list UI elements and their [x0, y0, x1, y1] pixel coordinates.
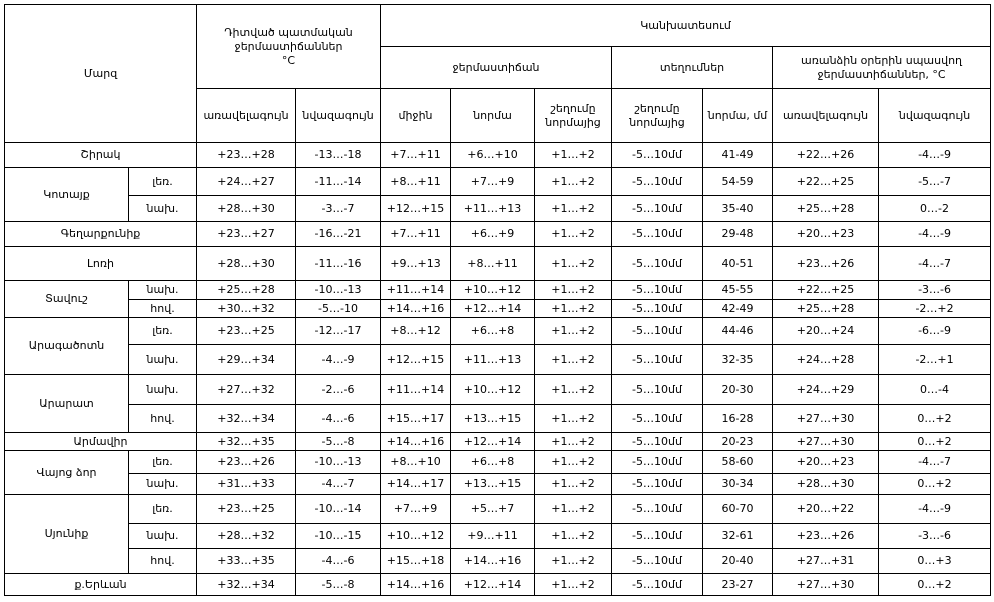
avg-cell: +14…+17: [381, 474, 451, 495]
avg-cell: +12…+15: [381, 196, 451, 222]
exp-min-cell: -2…+2: [879, 300, 991, 318]
subregion-cell: նախ.: [129, 524, 197, 549]
deviation-cell: +1…+2: [535, 495, 612, 524]
hist-max-cell: +32…+34: [197, 574, 296, 596]
deviation-cell: +1…+2: [535, 247, 612, 281]
hist-max-cell: +28…+32: [197, 524, 296, 549]
precip-deviation-cell: -5…10մմ: [612, 222, 703, 247]
table-row: [5, 222, 991, 247]
norm-cell: +6…+9: [451, 222, 535, 247]
precip-norm-cell: 60-70: [703, 495, 773, 524]
exp-max-cell: +20…+23: [773, 451, 879, 474]
avg-cell: +10…+12: [381, 524, 451, 549]
precip-norm-cell: 35-40: [703, 196, 773, 222]
hist-min-cell: -10…-15: [296, 524, 381, 549]
precip-norm-cell: 30-34: [703, 474, 773, 495]
deviation-cell: +1…+2: [535, 143, 612, 168]
table-row: [5, 405, 991, 433]
temp-deviation-header: շեղումը նորմայից: [535, 89, 612, 143]
exp-min-cell: -5…-7: [879, 168, 991, 196]
hist-max-cell: +23…+25: [197, 318, 296, 345]
exp-min-cell: -4…-9: [879, 495, 991, 524]
subregion-cell: նախ.: [129, 375, 197, 405]
deviation-cell: +1…+2: [535, 524, 612, 549]
deviation-cell: +1…+2: [535, 375, 612, 405]
precip-deviation-cell: -5…10մմ: [612, 574, 703, 596]
subregion-cell: հով.: [129, 300, 197, 318]
exp-max-cell: +27…+31: [773, 549, 879, 574]
extremes-header: առանձին օրերին սպասվող ջերմաստիճաններ, °C: [773, 47, 991, 89]
exp-max-cell: +25…+28: [773, 196, 879, 222]
norm-cell: +9…+11: [451, 524, 535, 549]
exp-max-header: առավելագույն: [773, 89, 879, 143]
precip-deviation-cell: -5…10մմ: [612, 405, 703, 433]
subregion-cell: հով.: [129, 549, 197, 574]
hist-max-cell: +29…+34: [197, 345, 296, 375]
precip-norm-cell: 32-61: [703, 524, 773, 549]
norm-cell: +12…+14: [451, 300, 535, 318]
hist-min-cell: -12…-17: [296, 318, 381, 345]
hist-min-cell: -10…-13: [296, 451, 381, 474]
precip-norm-cell: 20-30: [703, 375, 773, 405]
hist-min-header: նվազագույն: [296, 89, 381, 143]
norm-cell: +10…+12: [451, 281, 535, 300]
avg-cell: +11…+14: [381, 281, 451, 300]
table-row: [5, 524, 991, 549]
hist-min-cell: -4…-9: [296, 345, 381, 375]
hist-max-cell: +30…+32: [197, 300, 296, 318]
hist-max-cell: +23…+26: [197, 451, 296, 474]
exp-min-cell: -4…-7: [879, 247, 991, 281]
subregion-cell: հով.: [129, 405, 197, 433]
table-row: [5, 196, 991, 222]
avg-cell: +12…+15: [381, 345, 451, 375]
table-row: [5, 247, 991, 281]
table-row: [5, 168, 991, 196]
forecast-header: Կանխատեսում: [381, 5, 991, 47]
table-row: [5, 474, 991, 495]
precip-deviation-cell: -5…10մմ: [612, 281, 703, 300]
forecast-table: [4, 4, 991, 596]
norm-cell: +13…+15: [451, 405, 535, 433]
exp-max-cell: +27…+30: [773, 405, 879, 433]
hist-min-cell: -4…-6: [296, 405, 381, 433]
hist-min-cell: -5…-8: [296, 574, 381, 596]
hist-min-cell: -4…-6: [296, 549, 381, 574]
region-cell: Արագածոտն: [5, 318, 129, 375]
precip-deviation-cell: -5…10մմ: [612, 318, 703, 345]
deviation-cell: +1…+2: [535, 474, 612, 495]
precip-deviation-cell: -5…10մմ: [612, 375, 703, 405]
precip-deviation-cell: -5…10մմ: [612, 474, 703, 495]
subregion-cell: նախ.: [129, 474, 197, 495]
region-cell: Շիրակ: [5, 143, 197, 168]
table-row: [5, 451, 991, 474]
precip-norm-cell: 40-51: [703, 247, 773, 281]
region-cell: Արմավիր: [5, 433, 197, 451]
deviation-cell: +1…+2: [535, 549, 612, 574]
exp-min-cell: -2…+1: [879, 345, 991, 375]
exp-max-cell: +22…+26: [773, 143, 879, 168]
precip-deviation-cell: -5…10մմ: [612, 345, 703, 375]
precip-norm-cell: 32-35: [703, 345, 773, 375]
precip-norm-cell: 20-40: [703, 549, 773, 574]
norm-cell: +6…+10: [451, 143, 535, 168]
precip-deviation-cell: -5…10մմ: [612, 196, 703, 222]
precip-norm-cell: 41-49: [703, 143, 773, 168]
region-cell: Գեղարքունիք: [5, 222, 197, 247]
region-cell: Տավուշ: [5, 281, 129, 318]
hist-max-cell: +32…+34: [197, 405, 296, 433]
subregion-cell: նախ.: [129, 196, 197, 222]
precip-deviation-header: շեղումը նորմայից: [612, 89, 703, 143]
precip-deviation-cell: -5…10մմ: [612, 143, 703, 168]
exp-min-cell: 0…-2: [879, 196, 991, 222]
table-row: [5, 300, 991, 318]
avg-cell: +8…+12: [381, 318, 451, 345]
exp-min-cell: 0…+2: [879, 405, 991, 433]
norm-cell: +14…+16: [451, 549, 535, 574]
avg-cell: +14…+16: [381, 574, 451, 596]
avg-cell: +9…+13: [381, 247, 451, 281]
precip-deviation-cell: -5…10մմ: [612, 433, 703, 451]
table-row: [5, 433, 991, 451]
exp-min-cell: -3…-6: [879, 281, 991, 300]
precip-norm-cell: 29-48: [703, 222, 773, 247]
precip-deviation-cell: -5…10մմ: [612, 549, 703, 574]
avg-cell: +7…+11: [381, 143, 451, 168]
precip-deviation-cell: -5…10մմ: [612, 495, 703, 524]
exp-max-cell: +24…+29: [773, 375, 879, 405]
exp-max-cell: +27…+30: [773, 433, 879, 451]
hist-max-cell: +27…+32: [197, 375, 296, 405]
historical-header: Դիտված պատմական ջերմաստիճաններ °C: [197, 5, 381, 89]
temperature-header: ջերմաստիճան: [381, 47, 612, 89]
norm-header: նորմա: [451, 89, 535, 143]
deviation-cell: +1…+2: [535, 168, 612, 196]
region-header: Մարզ: [5, 5, 197, 143]
norm-cell: +6…+8: [451, 318, 535, 345]
table-row: [5, 143, 991, 168]
norm-cell: +13…+15: [451, 474, 535, 495]
exp-max-cell: +23…+26: [773, 524, 879, 549]
hist-max-cell: +23…+27: [197, 222, 296, 247]
precip-norm-cell: 45-55: [703, 281, 773, 300]
hist-max-cell: +24…+27: [197, 168, 296, 196]
precipitation-header: տեղումներ: [612, 47, 773, 89]
hist-max-cell: +23…+28: [197, 143, 296, 168]
exp-min-cell: 0…+2: [879, 474, 991, 495]
avg-cell: +14…+16: [381, 433, 451, 451]
precip-norm-cell: 42-49: [703, 300, 773, 318]
avg-cell: +14…+16: [381, 300, 451, 318]
hist-max-cell: +32…+35: [197, 433, 296, 451]
norm-cell: +12…+14: [451, 574, 535, 596]
exp-min-cell: -4…-9: [879, 222, 991, 247]
deviation-cell: +1…+2: [535, 451, 612, 474]
avg-header: միջին: [381, 89, 451, 143]
hist-min-cell: -5…-8: [296, 433, 381, 451]
exp-max-cell: +27…+30: [773, 574, 879, 596]
hist-max-header: առավելագույն: [197, 89, 296, 143]
norm-cell: +7…+9: [451, 168, 535, 196]
exp-max-cell: +28…+30: [773, 474, 879, 495]
precip-deviation-cell: -5…10մմ: [612, 451, 703, 474]
exp-max-cell: +24…+28: [773, 345, 879, 375]
avg-cell: +7…+9: [381, 495, 451, 524]
precip-norm-header: նորմա, մմ: [703, 89, 773, 143]
hist-min-cell: -16…-21: [296, 222, 381, 247]
precip-deviation-cell: -5…10մմ: [612, 300, 703, 318]
avg-cell: +15…+18: [381, 549, 451, 574]
hist-min-cell: -11…-14: [296, 168, 381, 196]
table-row: [5, 495, 991, 524]
exp-max-cell: +20…+22: [773, 495, 879, 524]
precip-norm-cell: 44-46: [703, 318, 773, 345]
subregion-cell: լեռ.: [129, 168, 197, 196]
exp-min-cell: 0…+2: [879, 433, 991, 451]
precip-deviation-cell: -5…10մմ: [612, 524, 703, 549]
subregion-cell: լեռ.: [129, 318, 197, 345]
region-cell: Սյունիք: [5, 495, 129, 574]
exp-min-cell: 0…-4: [879, 375, 991, 405]
avg-cell: +15…+17: [381, 405, 451, 433]
norm-cell: +12…+14: [451, 433, 535, 451]
table-row: [5, 375, 991, 405]
exp-min-cell: -3…-6: [879, 524, 991, 549]
avg-cell: +8…+11: [381, 168, 451, 196]
exp-min-cell: -6…-9: [879, 318, 991, 345]
deviation-cell: +1…+2: [535, 222, 612, 247]
subregion-cell: լեռ.: [129, 495, 197, 524]
avg-cell: +11…+14: [381, 375, 451, 405]
deviation-cell: +1…+2: [535, 281, 612, 300]
hist-max-cell: +31…+33: [197, 474, 296, 495]
hist-max-cell: +33…+35: [197, 549, 296, 574]
norm-cell: +5…+7: [451, 495, 535, 524]
exp-max-cell: +23…+26: [773, 247, 879, 281]
table-row: [5, 281, 991, 300]
hist-min-cell: -11…-16: [296, 247, 381, 281]
hist-max-cell: +28…+30: [197, 196, 296, 222]
hist-min-cell: -10…-13: [296, 281, 381, 300]
deviation-cell: +1…+2: [535, 405, 612, 433]
deviation-cell: +1…+2: [535, 433, 612, 451]
subregion-cell: նախ.: [129, 281, 197, 300]
table-row: [5, 318, 991, 345]
region-cell: Արարատ: [5, 375, 129, 433]
precip-norm-cell: 58-60: [703, 451, 773, 474]
exp-min-cell: 0…+2: [879, 574, 991, 596]
exp-min-cell: 0…+3: [879, 549, 991, 574]
exp-max-cell: +25…+28: [773, 300, 879, 318]
hist-min-cell: -10…-14: [296, 495, 381, 524]
hist-min-cell: -3…-7: [296, 196, 381, 222]
hist-max-cell: +23…+25: [197, 495, 296, 524]
hist-max-cell: +28…+30: [197, 247, 296, 281]
avg-cell: +7…+11: [381, 222, 451, 247]
exp-min-cell: -4…-7: [879, 451, 991, 474]
region-cell: Լոռի: [5, 247, 197, 281]
norm-cell: +11…+13: [451, 345, 535, 375]
region-cell: ք.Երևան: [5, 574, 197, 596]
norm-cell: +8…+11: [451, 247, 535, 281]
deviation-cell: +1…+2: [535, 196, 612, 222]
hist-max-cell: +25…+28: [197, 281, 296, 300]
hist-min-cell: -2…-6: [296, 375, 381, 405]
precip-norm-cell: 23-27: [703, 574, 773, 596]
deviation-cell: +1…+2: [535, 574, 612, 596]
norm-cell: +6…+8: [451, 451, 535, 474]
exp-max-cell: +22…+25: [773, 168, 879, 196]
hist-min-cell: -5…-10: [296, 300, 381, 318]
table-row: [5, 549, 991, 574]
precip-norm-cell: 16-28: [703, 405, 773, 433]
deviation-cell: +1…+2: [535, 345, 612, 375]
exp-min-header: նվազագույն: [879, 89, 991, 143]
exp-min-cell: -4…-9: [879, 143, 991, 168]
region-cell: Կոտայք: [5, 168, 129, 222]
precip-deviation-cell: -5…10մմ: [612, 168, 703, 196]
table-row: [5, 574, 991, 596]
norm-cell: +11…+13: [451, 196, 535, 222]
exp-max-cell: +20…+24: [773, 318, 879, 345]
hist-min-cell: -4…-7: [296, 474, 381, 495]
exp-max-cell: +22…+25: [773, 281, 879, 300]
avg-cell: +8…+10: [381, 451, 451, 474]
region-cell: Վայոց ձոր: [5, 451, 129, 495]
deviation-cell: +1…+2: [535, 318, 612, 345]
exp-max-cell: +20…+23: [773, 222, 879, 247]
precip-deviation-cell: -5…10մմ: [612, 247, 703, 281]
table-row: [5, 345, 991, 375]
hist-min-cell: -13…-18: [296, 143, 381, 168]
subregion-cell: լեռ.: [129, 451, 197, 474]
subregion-cell: նախ.: [129, 345, 197, 375]
norm-cell: +10…+12: [451, 375, 535, 405]
precip-norm-cell: 20-23: [703, 433, 773, 451]
precip-norm-cell: 54-59: [703, 168, 773, 196]
deviation-cell: +1…+2: [535, 300, 612, 318]
